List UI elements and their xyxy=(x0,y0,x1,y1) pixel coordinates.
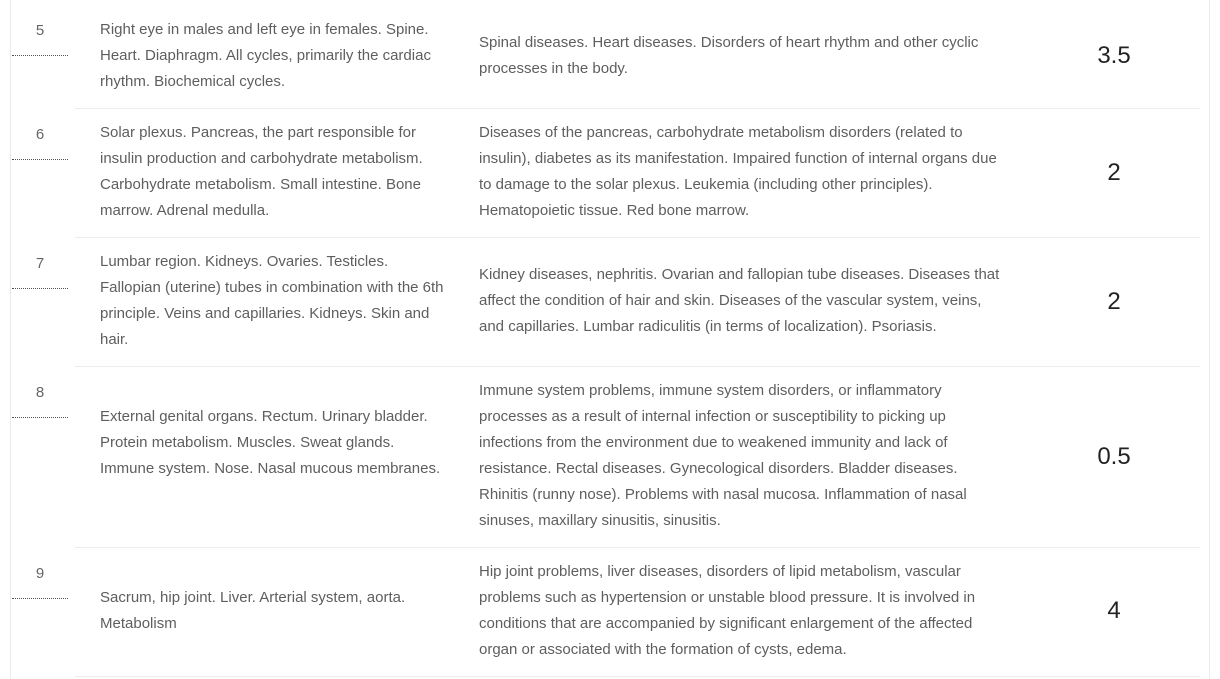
diseases-cell: Diseases of the pancreas, carbohydrate metabolism disorders (related to insulin), diabetes as its manifestation. Impaired function of internal organs due to damage to the solar plexus. Leukemia (including other principles). Hematopoietic tissue. Red bone marrow. xyxy=(479,124,997,219)
table-row xyxy=(0,367,1210,548)
row-number-underline xyxy=(12,288,68,289)
value-cell: 4 xyxy=(1107,597,1121,624)
row-divider xyxy=(75,676,1200,677)
value-cell: 2 xyxy=(1107,159,1121,186)
row-number-underline xyxy=(12,55,68,56)
table-row xyxy=(0,5,1210,109)
organs-cell: Lumbar region. Kidneys. Ovaries. Testicles. Fallopian (uterine) tubes in combination with the 6th principle. Veins and capillaries. Kidneys. Skin and hair. xyxy=(100,253,444,348)
table-row xyxy=(0,109,1210,238)
row-number: 5 xyxy=(35,22,45,39)
row-number: 7 xyxy=(35,255,45,272)
row-number: 8 xyxy=(35,384,45,401)
diseases-cell: Immune system problems, immune system disorders, or inflammatory processes as a result of internal infection or susceptibility to picking up infections from the environment due to weakened immunity and lack of resistance. Rectal diseases. Gynecological disorders. Bladder diseases. Rhinitis (runny nose). Problems with nasal mucosa. Inflammation of nasal sinuses, maxillary sinusitis, sinusitis. xyxy=(479,382,967,529)
value-cell: 3.5 xyxy=(1097,42,1131,69)
table-row xyxy=(0,548,1210,677)
diseases-cell: Spinal diseases. Heart diseases. Disorders of heart rhythm and other cyclic processes in the body. xyxy=(479,34,979,77)
row-number-underline xyxy=(12,417,68,418)
diseases-cell: Kidney diseases, nephritis. Ovarian and fallopian tube diseases. Diseases that affect the condition of hair and skin. Diseases of the vascular system, veins, and capillaries. Lumbar radiculitis (in terms of localization). Psoriasis. xyxy=(479,266,1000,335)
row-number: 9 xyxy=(35,565,45,582)
diseases-cell: Hip joint problems, liver diseases, disorders of lipid metabolism, vascular problems such as hypertension or unstable blood pressure. It is involved in conditions that are accompanied by significant enlargement of the affected organ or associated with the formation of cysts, edema. xyxy=(479,563,976,658)
organs-cell: Right eye in males and left eye in females. Spine. Heart. Diaphragm. All cycles, primarily the cardiac rhythm. Biochemical cycles. xyxy=(100,21,431,90)
row-number-underline xyxy=(12,598,68,599)
table-row xyxy=(0,238,1210,367)
organs-cell: External genital organs. Rectum. Urinary bladder. Protein metabolism. Muscles. Sweat glands. Immune system. Nose. Nasal mucous membranes. xyxy=(100,408,441,477)
row-number-underline xyxy=(12,159,68,160)
row-number: 6 xyxy=(35,126,45,143)
organs-cell: Sacrum, hip joint. Liver. Arterial system, aorta. Metabolism xyxy=(100,589,406,632)
value-cell: 0.5 xyxy=(1097,443,1131,470)
organs-cell: Solar plexus. Pancreas, the part responsible for insulin production and carbohydrate metabolism. Carbohydrate metabolism. Small intestine. Bone marrow. Adrenal medulla. xyxy=(100,124,423,219)
value-cell: 2 xyxy=(1107,288,1121,315)
